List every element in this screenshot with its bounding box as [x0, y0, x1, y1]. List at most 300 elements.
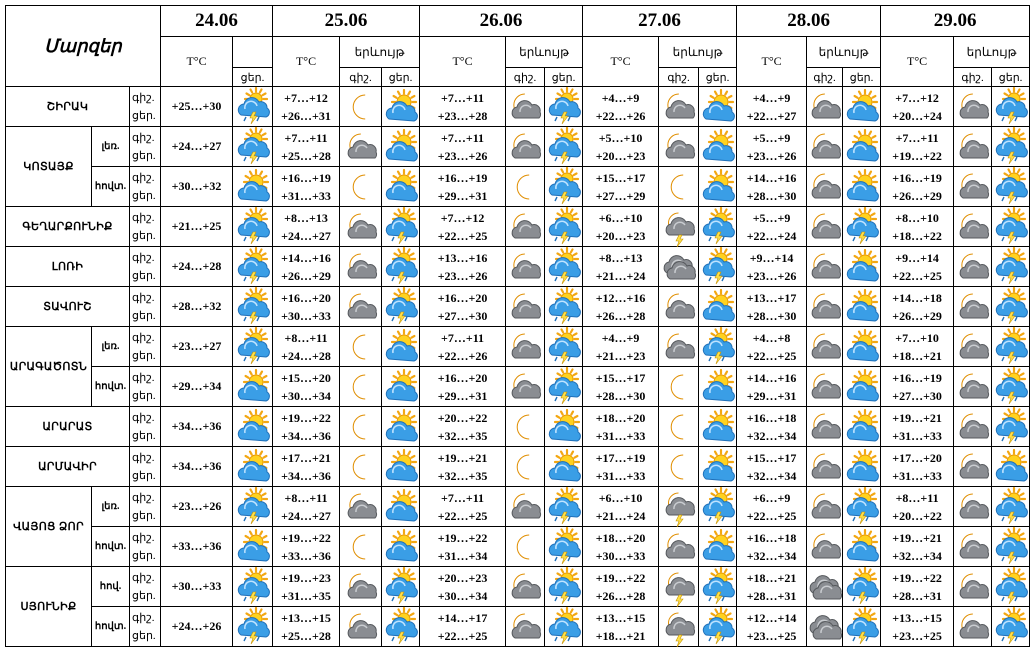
weather-night-cell	[340, 327, 382, 367]
moon-cloud-icon	[807, 329, 843, 365]
moon-icon	[507, 529, 543, 565]
temp-cell	[583, 487, 659, 527]
temp-day: +28…+31	[746, 588, 797, 603]
temp-cell	[420, 447, 506, 487]
partly-cloudy-icon	[700, 129, 736, 165]
weather-day-cell	[382, 167, 420, 207]
partly-cloudy-icon	[844, 129, 880, 165]
temp-night: +7…+12	[895, 90, 939, 105]
temp-cell	[881, 247, 954, 287]
moon-cloud-icon	[343, 569, 379, 605]
night-label: գիշ.	[132, 171, 155, 184]
temp-day: +26…+31	[281, 108, 331, 123]
moon-icon	[661, 369, 697, 405]
moon-icon	[343, 369, 379, 405]
phen-header-empty	[233, 37, 273, 68]
weather-night-cell	[659, 247, 699, 287]
storm-sun-icon	[993, 569, 1029, 605]
temp-day: +32…+34	[746, 468, 797, 483]
weather-day-cell	[545, 567, 583, 607]
storm-sun-icon	[993, 209, 1029, 245]
day-label: ցեր.	[132, 589, 156, 602]
temp-night: +18…+20	[595, 530, 646, 545]
storm-sun-icon	[993, 289, 1029, 325]
date-header: 24.06	[161, 6, 273, 37]
storm-sun-icon	[546, 609, 582, 645]
temp-day-24: +30…+33	[161, 567, 233, 607]
temp-header: T°C	[420, 37, 506, 87]
weather-day-cell	[699, 87, 737, 127]
weather-day-cell	[992, 87, 1030, 127]
temp-day: +28…+31	[892, 588, 942, 603]
temp-cell	[273, 87, 340, 127]
region-row	[6, 527, 1030, 567]
storm-sun-icon	[546, 89, 582, 125]
zone-label: հովտ.	[92, 607, 130, 647]
temp-cell	[583, 527, 659, 567]
temp-cell	[881, 527, 954, 567]
temp-day: +30…+33	[281, 308, 331, 323]
temp-day: +31…+33	[281, 188, 331, 203]
temp-night: +9…+14	[749, 250, 794, 265]
temp-day: +31…+34	[437, 548, 488, 563]
moon-icon	[343, 169, 379, 205]
temp-day: +21…+23	[595, 348, 646, 363]
temp-cell	[881, 367, 954, 407]
weather-night-cell	[807, 527, 843, 567]
temp-night: +15…+17	[595, 370, 646, 385]
temp-night: +8…+11	[284, 490, 328, 505]
weather-day-cell	[382, 447, 420, 487]
weather-day-cell	[545, 367, 583, 407]
moon-cloud-icon	[507, 289, 543, 325]
weather-night-cell	[340, 527, 382, 567]
storm-sun-icon	[993, 529, 1029, 565]
weather-night-cell	[506, 607, 545, 647]
day-header: ցեր.	[545, 68, 583, 87]
temp-night: +4…+9	[601, 330, 640, 345]
temp-night: +5…+9	[752, 210, 791, 225]
weather-night-cell	[807, 487, 843, 527]
storm-sun-icon	[700, 609, 736, 645]
temp-cell	[737, 127, 807, 167]
weather-night-cell	[340, 407, 382, 447]
temp-night: +6…+10	[598, 490, 643, 505]
temp-night: +13…+15	[281, 610, 331, 625]
weather-night-cell	[659, 167, 699, 207]
temp-day: +34…+36	[281, 428, 331, 443]
temp-day: +23…+26	[437, 148, 488, 163]
date-header: 26.06	[420, 6, 583, 37]
weather-night-cell	[659, 327, 699, 367]
storm-sun-icon	[235, 289, 271, 325]
daynight-labels	[130, 487, 161, 527]
weather-night-cell	[659, 367, 699, 407]
partly-cloudy-icon	[235, 409, 271, 445]
temp-night: +7…+11	[441, 490, 485, 505]
partly-cloudy-icon	[993, 449, 1029, 485]
temp-day-24: +24…+27	[161, 127, 233, 167]
weather-night-cell	[954, 327, 992, 367]
phen-header: երևույթ	[340, 37, 420, 68]
temp-day-24: +21…+25	[161, 207, 233, 247]
temp-night: +7…+12	[440, 210, 485, 225]
weather-night-cell	[506, 447, 545, 487]
weather-day-cell	[699, 487, 737, 527]
weather-night-cell	[506, 167, 545, 207]
storm-sun-icon	[700, 209, 736, 245]
weather-night-cell	[954, 367, 992, 407]
moon-cloud-icon	[807, 249, 843, 285]
storm-sun-icon	[383, 249, 419, 285]
zone-label: լեռ.	[92, 127, 130, 167]
temp-night: +17…+19	[595, 450, 646, 465]
moon-storm-icon	[661, 209, 697, 245]
weather-day-cell	[699, 167, 737, 207]
storm-sun-icon	[235, 609, 271, 645]
zone-label: լեռ.	[92, 487, 130, 527]
temp-cell	[420, 527, 506, 567]
temp-cell	[881, 87, 954, 127]
partly-cloudy-icon	[700, 449, 736, 485]
temp-day: +32…+34	[746, 428, 797, 443]
temp-day: +23…+26	[746, 268, 797, 283]
weather-night-cell	[506, 287, 545, 327]
temp-cell	[737, 327, 807, 367]
region-row	[6, 487, 1030, 527]
date-header: 28.06	[737, 6, 881, 37]
temp-day: +32…+35	[437, 428, 488, 443]
day-label: ցեր.	[132, 229, 156, 242]
temp-day: +31…+33	[892, 428, 942, 443]
weather-night-cell	[954, 247, 992, 287]
temp-cell	[583, 207, 659, 247]
day-header: ցեր.	[843, 68, 881, 87]
weather-day-cell	[843, 327, 881, 367]
temp-day-24: +34…+36	[161, 407, 233, 447]
weather-day-cell	[843, 487, 881, 527]
region-name: ԱՐՄԱՎԻՐ	[6, 447, 130, 487]
weather-night-cell	[954, 407, 992, 447]
storm-sun-icon	[235, 249, 271, 285]
daynight-labels	[130, 247, 161, 287]
temp-cell	[737, 407, 807, 447]
temp-cell	[583, 367, 659, 407]
weather-night-cell	[807, 87, 843, 127]
temp-cell	[420, 487, 506, 527]
temp-cell	[881, 447, 954, 487]
temp-cell	[273, 607, 340, 647]
storm-sun-icon	[844, 609, 880, 645]
weather-night-cell	[506, 527, 545, 567]
temp-day: +24…+27	[281, 228, 331, 243]
temp-day-24: +23…+27	[161, 327, 233, 367]
partly-cloudy-icon	[235, 369, 271, 405]
storm-sun-icon	[383, 569, 419, 605]
temp-cell	[881, 207, 954, 247]
temp-night: +5…+9	[752, 130, 791, 145]
temp-cell	[420, 167, 506, 207]
weather-day-cell	[699, 207, 737, 247]
weather-night-cell	[659, 567, 699, 607]
temp-day: +26…+28	[595, 308, 646, 323]
partly-cloudy-icon	[700, 89, 736, 125]
temp-day-24: +25…+30	[161, 87, 233, 127]
moon-cloud-icon	[343, 209, 379, 245]
temp-night: +6…+10	[598, 210, 643, 225]
weather-night-cell	[954, 527, 992, 567]
temp-day: +23…+26	[437, 268, 488, 283]
weather-day-cell	[992, 487, 1030, 527]
forecast-table	[5, 5, 1030, 647]
temp-day: +21…+24	[595, 268, 646, 283]
temp-night: +12…+16	[595, 290, 646, 305]
day-label: ցեր.	[132, 109, 156, 122]
temp-day: +22…+27	[746, 108, 797, 123]
temp-day-24: +33…+36	[161, 527, 233, 567]
temp-night: +19…+22	[437, 530, 488, 545]
region-row	[6, 607, 1030, 647]
temp-cell	[881, 167, 954, 207]
daynight-labels	[130, 447, 161, 487]
zone-label: լեռ.	[92, 327, 130, 367]
moon-cloud-icon	[807, 449, 843, 485]
storm-sun-icon	[700, 329, 736, 365]
temp-cell	[583, 447, 659, 487]
weather-day-cell	[992, 447, 1030, 487]
temp-cell	[273, 487, 340, 527]
weather-night-cell	[659, 407, 699, 447]
weather-day-cell	[545, 607, 583, 647]
moon-cloud-icon	[807, 369, 843, 405]
temp-cell	[273, 207, 340, 247]
partly-cloudy-icon	[844, 169, 880, 205]
temp-day: +27…+30	[437, 308, 488, 323]
region-row	[6, 367, 1030, 407]
night-header: գիշ.	[659, 68, 699, 87]
night-label: գիշ.	[132, 411, 155, 424]
weather-night-cell	[340, 207, 382, 247]
temp-day: +20…+23	[595, 228, 646, 243]
moon-cloud-icon	[507, 329, 543, 365]
weather-cell	[233, 487, 273, 527]
partly-cloudy-icon	[844, 89, 880, 125]
weather-day-cell	[699, 447, 737, 487]
temp-cell	[420, 567, 506, 607]
weather-night-cell	[506, 567, 545, 607]
moon-cloud-icon	[955, 289, 991, 325]
temp-night: +7…+11	[441, 90, 485, 105]
temp-night: +14…+16	[281, 250, 331, 265]
temp-night: +16…+18	[746, 410, 797, 425]
temp-day: +30…+33	[595, 548, 646, 563]
region-row	[6, 407, 1030, 447]
temp-cell	[881, 487, 954, 527]
zone-label: հով.	[92, 567, 130, 607]
weather-day-cell	[545, 407, 583, 447]
weather-day-cell	[382, 287, 420, 327]
temp-day-24: +24…+28	[161, 247, 233, 287]
weather-night-cell	[807, 127, 843, 167]
weather-night-cell	[659, 527, 699, 567]
temp-night: +14…+16	[746, 170, 797, 185]
weather-day-cell	[382, 367, 420, 407]
weather-night-cell	[659, 127, 699, 167]
temp-night: +19…+21	[437, 450, 488, 465]
weather-day-cell	[699, 327, 737, 367]
region-row	[6, 87, 1030, 127]
weather-night-cell	[807, 407, 843, 447]
day-label: ցեր.	[132, 629, 156, 642]
storm-sun-icon	[546, 289, 582, 325]
temp-day: +27…+29	[595, 188, 646, 203]
storm-sun-icon	[546, 369, 582, 405]
daynight-labels	[130, 407, 161, 447]
temp-day: +20…+22	[892, 508, 942, 523]
date-header: 27.06	[583, 6, 737, 37]
region-name: ԱՐԱԳԱԾՈՏՆ	[6, 327, 92, 407]
temp-cell	[420, 87, 506, 127]
temp-day: +22…+25	[892, 268, 942, 283]
phen-header: երևույթ	[506, 37, 583, 68]
temp-cell	[273, 327, 340, 367]
temp-night: +4…+9	[752, 90, 791, 105]
weather-night-cell	[807, 207, 843, 247]
storm-sun-icon	[993, 329, 1029, 365]
temp-cell	[881, 327, 954, 367]
temp-night: +8…+10	[895, 210, 939, 225]
weather-night-cell	[807, 367, 843, 407]
temp-night: +19…+22	[281, 410, 331, 425]
temp-cell	[273, 447, 340, 487]
partly-cloudy-icon	[844, 329, 880, 365]
temp-night: +13…+15	[595, 610, 646, 625]
daynight-labels	[130, 287, 161, 327]
moon-cloud-icon	[507, 249, 543, 285]
night-label: գիշ.	[132, 91, 155, 104]
moon-cloud-icon	[807, 89, 843, 125]
temp-day: +29…+31	[746, 388, 797, 403]
temp-cell	[420, 287, 506, 327]
partly-cloudy-icon	[383, 489, 419, 525]
moon-cloud-icon	[955, 369, 991, 405]
temp-day: +31…+33	[595, 428, 646, 443]
weather-cell	[233, 127, 273, 167]
weather-cell	[233, 567, 273, 607]
temp-day: +24…+27	[281, 508, 331, 523]
weather-night-cell	[340, 447, 382, 487]
temp-cell	[737, 527, 807, 567]
moon-cloud-icon	[343, 129, 379, 165]
moon-cloud-icon	[507, 89, 543, 125]
daynight-labels	[130, 127, 161, 167]
moon-icon	[661, 409, 697, 445]
day-header: ցեր.	[992, 68, 1030, 87]
night-header: գիշ.	[954, 68, 992, 87]
partly-cloudy-icon	[383, 529, 419, 565]
weather-night-cell	[954, 207, 992, 247]
weather-day-cell	[382, 127, 420, 167]
weather-night-cell	[506, 367, 545, 407]
weather-day-cell	[699, 247, 737, 287]
storm-sun-icon	[546, 489, 582, 525]
moon-cloud-icon	[343, 609, 379, 645]
partly-cloudy-icon	[700, 369, 736, 405]
temp-cell	[583, 287, 659, 327]
partly-cloudy-icon	[700, 289, 736, 325]
weather-cell	[233, 407, 273, 447]
temp-night: +7…+11	[441, 130, 485, 145]
partly-cloudy-icon	[383, 169, 419, 205]
region-name: ՍՅՈՒՆԻՔ	[6, 567, 92, 647]
moon-cloud-icon	[955, 209, 991, 245]
temp-day: +22…+26	[437, 348, 488, 363]
weather-cell	[233, 87, 273, 127]
temp-cell	[583, 567, 659, 607]
partly-cloudy-icon	[844, 409, 880, 445]
weather-cell	[233, 247, 273, 287]
temp-night: +19…+21	[892, 410, 942, 425]
temp-night: +15…+20	[281, 370, 331, 385]
temp-day: +25…+28	[281, 628, 331, 643]
weather-day-cell	[545, 287, 583, 327]
storm-sun-icon	[235, 569, 271, 605]
temp-day: +32…+34	[746, 548, 797, 563]
daynight-labels	[130, 327, 161, 367]
moon-cloud-icon	[955, 449, 991, 485]
weather-night-cell	[807, 447, 843, 487]
temp-night: +7…+11	[284, 130, 328, 145]
cloud-icon	[661, 249, 697, 285]
temp-cell	[881, 567, 954, 607]
region-name: ԼՈՌԻ	[6, 247, 130, 287]
temp-night: +6…+9	[752, 490, 791, 505]
moon-icon	[661, 169, 697, 205]
weather-night-cell	[340, 167, 382, 207]
temp-cell	[737, 487, 807, 527]
temp-cell	[737, 447, 807, 487]
temp-day: +22…+25	[746, 508, 797, 523]
temp-day: +22…+26	[595, 108, 646, 123]
partly-cloudy-icon	[844, 289, 880, 325]
weather-night-cell	[659, 207, 699, 247]
weather-night-cell	[659, 607, 699, 647]
moon-icon	[343, 409, 379, 445]
moon-icon	[507, 169, 543, 205]
night-label: գիշ.	[132, 571, 155, 584]
temp-day: +23…+28	[437, 108, 488, 123]
moon-icon	[343, 89, 379, 125]
temp-cell	[583, 607, 659, 647]
temp-day: +30…+34	[281, 388, 331, 403]
daynight-labels	[130, 87, 161, 127]
temp-header: T°C	[737, 37, 807, 87]
day-label: ցեր.	[132, 389, 156, 402]
storm-sun-icon	[993, 249, 1029, 285]
night-label: գիշ.	[132, 531, 155, 544]
weather-night-cell	[954, 87, 992, 127]
day-label: ցեր.	[132, 509, 156, 522]
storm-sun-icon	[844, 569, 880, 605]
weather-night-cell	[506, 207, 545, 247]
weather-day-cell	[382, 527, 420, 567]
weather-night-cell	[659, 447, 699, 487]
cloud-icon	[807, 609, 843, 645]
temp-night: +8…+11	[895, 490, 939, 505]
region-row	[6, 127, 1030, 167]
temp-cell	[737, 87, 807, 127]
temp-day: +18…+21	[892, 348, 942, 363]
